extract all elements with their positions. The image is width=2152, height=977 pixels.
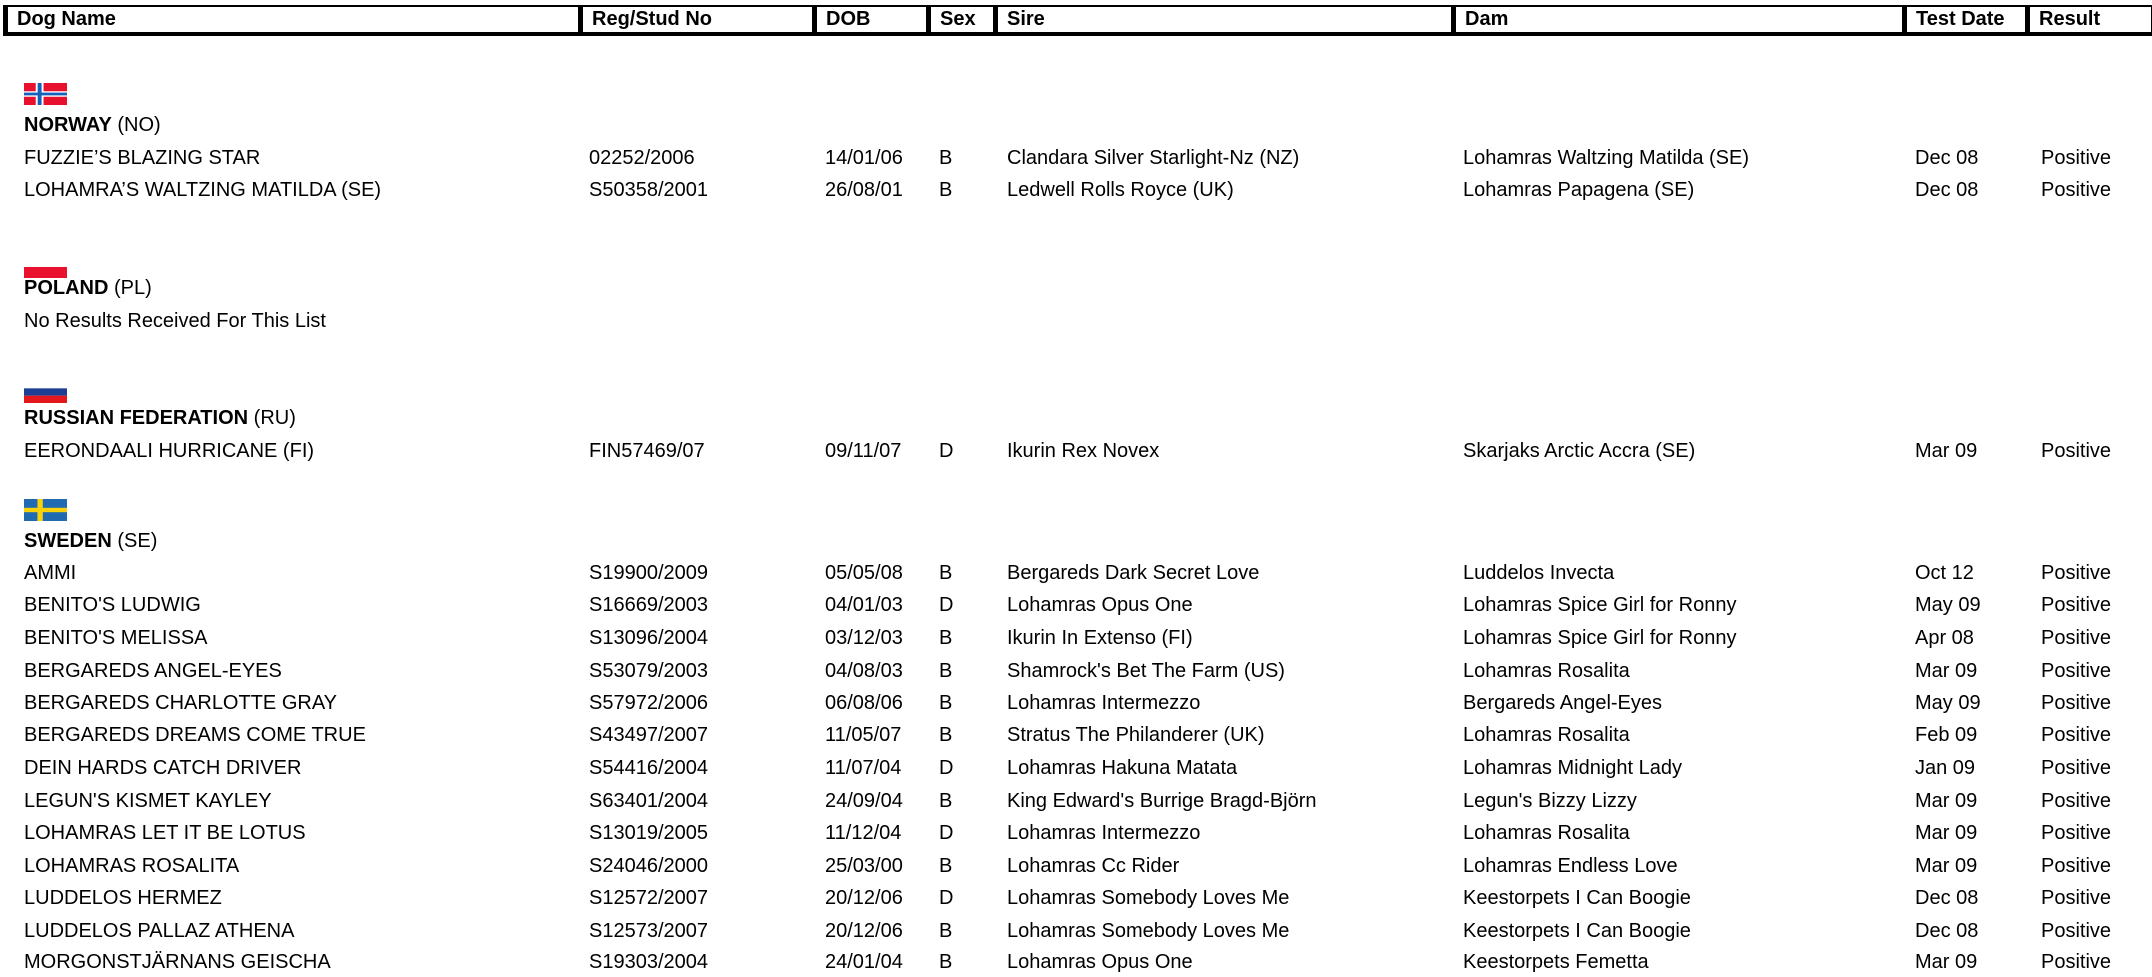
test-date: Mar 09 [1915, 440, 1978, 462]
country-name: POLAND [24, 277, 109, 299]
dam: Lohamras Rosalita [1463, 822, 1630, 844]
dog-name: BENITO'S MELISSA [24, 627, 208, 649]
dob: 05/05/08 [825, 562, 903, 584]
dog-name: LUDDELOS PALLAZ ATHENA [24, 920, 295, 942]
sire: Lohamras Somebody Loves Me [1007, 887, 1290, 909]
dog-name: LUDDELOS HERMEZ [24, 887, 222, 909]
dob: 20/12/06 [825, 887, 903, 909]
dam: Keestorpets Femetta [1463, 951, 1649, 973]
dam: Lohamras Rosalita [1463, 724, 1630, 746]
dob: 04/01/03 [825, 594, 903, 616]
dog-name: MORGONSTJÄRNANS GEISCHA [24, 951, 331, 973]
reg-stud-no: S19303/2004 [589, 951, 709, 973]
sire: Ikurin In Extenso (FI) [1007, 627, 1193, 649]
dam: Lohamras Papagena (SE) [1463, 179, 1695, 201]
sire: Lohamras Somebody Loves Me [1007, 920, 1290, 942]
result: Positive [2041, 887, 2112, 909]
dog-name: LOHAMRA’S WALTZING MATILDA (SE) [24, 179, 382, 201]
table-row [0, 753, 2152, 783]
sire: Shamrock's Bet The Farm (US) [1007, 660, 1285, 682]
russia-flag-icon [24, 381, 67, 403]
reg-stud-no: 02252/2006 [589, 147, 695, 169]
sire: Lohamras Opus One [1007, 594, 1193, 616]
dam: Bergareds Angel-Eyes [1463, 692, 1663, 714]
table-row [0, 656, 2152, 686]
result: Positive [2041, 147, 2112, 169]
header-test-date: Test Date [1902, 5, 2027, 36]
result: Positive [2041, 951, 2112, 973]
result: Positive [2041, 660, 2112, 682]
reg-stud-no: S50358/2001 [589, 179, 709, 201]
country-name: NORWAY [24, 114, 112, 136]
dob: 09/11/07 [825, 440, 902, 462]
reg-stud-no: S57972/2006 [589, 692, 709, 714]
test-date: Feb 09 [1915, 724, 1978, 746]
dam: Skarjaks Arctic Accra (SE) [1463, 440, 1696, 462]
table-row [0, 590, 2152, 620]
reg-stud-no: S13096/2004 [589, 627, 709, 649]
result: Positive [2041, 594, 2112, 616]
header-sire: Sire [993, 5, 1453, 36]
result: Positive [2041, 920, 2112, 942]
column-header-bar [0, 5, 2152, 36]
test-date: Dec 08 [1915, 179, 1979, 201]
test-date: Mar 09 [1915, 790, 1978, 812]
result: Positive [2041, 179, 2112, 201]
sex: B [939, 724, 953, 746]
test-date: Dec 08 [1915, 147, 1979, 169]
dob: 25/03/00 [825, 855, 903, 877]
dam: Luddelos Invecta [1463, 562, 1615, 584]
header-dam: Dam [1451, 5, 1904, 36]
dob: 14/01/06 [825, 147, 903, 169]
table-row [0, 851, 2152, 881]
test-date: Mar 09 [1915, 660, 1978, 682]
sex: B [939, 790, 953, 812]
test-date: Mar 09 [1915, 855, 1978, 877]
sex: B [939, 692, 953, 714]
sire: Bergareds Dark Secret Love [1007, 562, 1260, 584]
dam: Legun's Bizzy Lizzy [1463, 790, 1637, 812]
sweden-flag-icon [24, 499, 67, 521]
table-row [0, 175, 2152, 205]
dog-name: BERGAREDS CHARLOTTE GRAY [24, 692, 338, 714]
dob: 03/12/03 [825, 627, 903, 649]
sex: B [939, 562, 953, 584]
header-sex: Sex [926, 5, 995, 36]
table-row [0, 818, 2152, 848]
dob: 20/12/06 [825, 920, 903, 942]
dob: 24/01/04 [825, 951, 903, 973]
test-date: Dec 08 [1915, 887, 1979, 909]
result: Positive [2041, 562, 2112, 584]
dam: Lohamras Spice Girl for Ronny [1463, 627, 1737, 649]
reg-stud-no: S19900/2009 [589, 562, 709, 584]
dog-name: BERGAREDS ANGEL-EYES [24, 660, 282, 682]
table-row [0, 143, 2152, 173]
dog-name: LOHAMRAS ROSALITA [24, 855, 240, 877]
dam: Keestorpets I Can Boogie [1463, 920, 1691, 942]
sire: Ikurin Rex Novex [1007, 440, 1160, 462]
result: Positive [2041, 692, 2112, 714]
sire: King Edward's Burrige Bragd-Björn [1007, 790, 1317, 812]
dog-name: FUZZIE’S BLAZING STAR [24, 147, 261, 169]
reg-stud-no: S53079/2003 [589, 660, 709, 682]
sire: Lohamras Intermezzo [1007, 692, 1201, 714]
sex: B [939, 147, 953, 169]
reg-stud-no: S24046/2000 [589, 855, 709, 877]
reg-stud-no: S12573/2007 [589, 920, 709, 942]
test-date: May 09 [1915, 692, 1981, 714]
sex: B [939, 660, 953, 682]
reg-stud-no: S63401/2004 [589, 790, 709, 812]
sex: D [939, 822, 954, 844]
country-heading-poland [24, 273, 152, 303]
dob: 11/05/07 [825, 724, 902, 746]
sire: Ledwell Rolls Royce (UK) [1007, 179, 1234, 201]
test-date: Mar 09 [1915, 951, 1978, 973]
sex: D [939, 440, 954, 462]
dog-name: LEGUN'S KISMET KAYLEY [24, 790, 272, 812]
reg-stud-no: S54416/2004 [589, 757, 709, 779]
result: Positive [2041, 757, 2112, 779]
header-reg-stud-no: Reg/Stud No [578, 5, 814, 36]
table-row [0, 436, 2152, 466]
table-row [0, 883, 2152, 913]
test-date: Apr 08 [1915, 627, 1974, 649]
dog-name: BENITO'S LUDWIG [24, 594, 201, 616]
dob: 11/12/04 [825, 822, 902, 844]
sex: B [939, 920, 953, 942]
reg-stud-no: S12572/2007 [589, 887, 709, 909]
test-date: Dec 08 [1915, 920, 1979, 942]
dam: Lohamras Endless Love [1463, 855, 1678, 877]
sex: D [939, 757, 954, 779]
reg-stud-no: S13019/2005 [589, 822, 709, 844]
country-name: RUSSIAN FEDERATION [24, 407, 249, 429]
dog-name: DEIN HARDS CATCH DRIVER [24, 757, 302, 779]
test-date: Oct 12 [1915, 562, 1974, 584]
dam: Lohamras Spice Girl for Ronny [1463, 594, 1737, 616]
reg-stud-no: S43497/2007 [589, 724, 709, 746]
dob: 11/07/04 [825, 757, 902, 779]
test-date: Jan 09 [1915, 757, 1976, 779]
dam: Lohamras Rosalita [1463, 660, 1630, 682]
no-results-note: No Results Received For This List [24, 310, 326, 332]
table-row [0, 720, 2152, 750]
country-name: SWEDEN [24, 530, 112, 552]
sex: B [939, 627, 953, 649]
norway-flag-icon [24, 83, 67, 105]
result: Positive [2041, 440, 2112, 462]
sex: D [939, 594, 954, 616]
dog-name: EERONDAALI HURRICANE (FI) [24, 440, 315, 462]
test-date: Mar 09 [1915, 822, 1978, 844]
sire: Lohamras Intermezzo [1007, 822, 1201, 844]
table-row [0, 786, 2152, 816]
dam: Lohamras Waltzing Matilda (SE) [1463, 147, 1750, 169]
sire: Lohamras Hakuna Matata [1007, 757, 1238, 779]
sex: B [939, 179, 953, 201]
table-row [0, 947, 2152, 977]
dob: 04/08/03 [825, 660, 903, 682]
dob: 26/08/01 [825, 179, 903, 201]
result: Positive [2041, 627, 2112, 649]
country-code: (PL) [114, 277, 152, 299]
country-heading-russian-federation [24, 403, 296, 433]
dam: Lohamras Midnight Lady [1463, 757, 1683, 779]
sex: B [939, 951, 953, 973]
table-row [0, 916, 2152, 946]
header-dog-name: Dog Name [3, 5, 580, 36]
country-code: (RU) [253, 407, 296, 429]
reg-stud-no: S16669/2003 [589, 594, 709, 616]
country-code: (SE) [117, 530, 158, 552]
result: Positive [2041, 790, 2112, 812]
table-row [0, 558, 2152, 588]
dog-name: LOHAMRAS LET IT BE LOTUS [24, 822, 306, 844]
test-date: May 09 [1915, 594, 1981, 616]
country-code: (NO) [117, 114, 161, 136]
dob: 24/09/04 [825, 790, 903, 812]
country-heading-norway [24, 110, 161, 140]
table-row [0, 623, 2152, 653]
header-result: Result [2025, 5, 2152, 36]
result: Positive [2041, 724, 2112, 746]
sire: Lohamras Opus One [1007, 951, 1193, 973]
header-dob: DOB [812, 5, 928, 36]
sire: Stratus The Philanderer (UK) [1007, 724, 1265, 746]
country-heading-sweden [24, 526, 157, 556]
dam: Keestorpets I Can Boogie [1463, 887, 1691, 909]
dog-name: AMMI [24, 562, 77, 584]
sex: B [939, 855, 953, 877]
sire: Lohamras Cc Rider [1007, 855, 1180, 877]
sire: Clandara Silver Starlight-Nz (NZ) [1007, 147, 1300, 169]
result: Positive [2041, 855, 2112, 877]
reg-stud-no: FIN57469/07 [589, 440, 705, 462]
table-row [0, 688, 2152, 718]
dob: 06/08/06 [825, 692, 903, 714]
sex: D [939, 887, 954, 909]
result: Positive [2041, 822, 2112, 844]
dog-name: BERGAREDS DREAMS COME TRUE [24, 724, 366, 746]
